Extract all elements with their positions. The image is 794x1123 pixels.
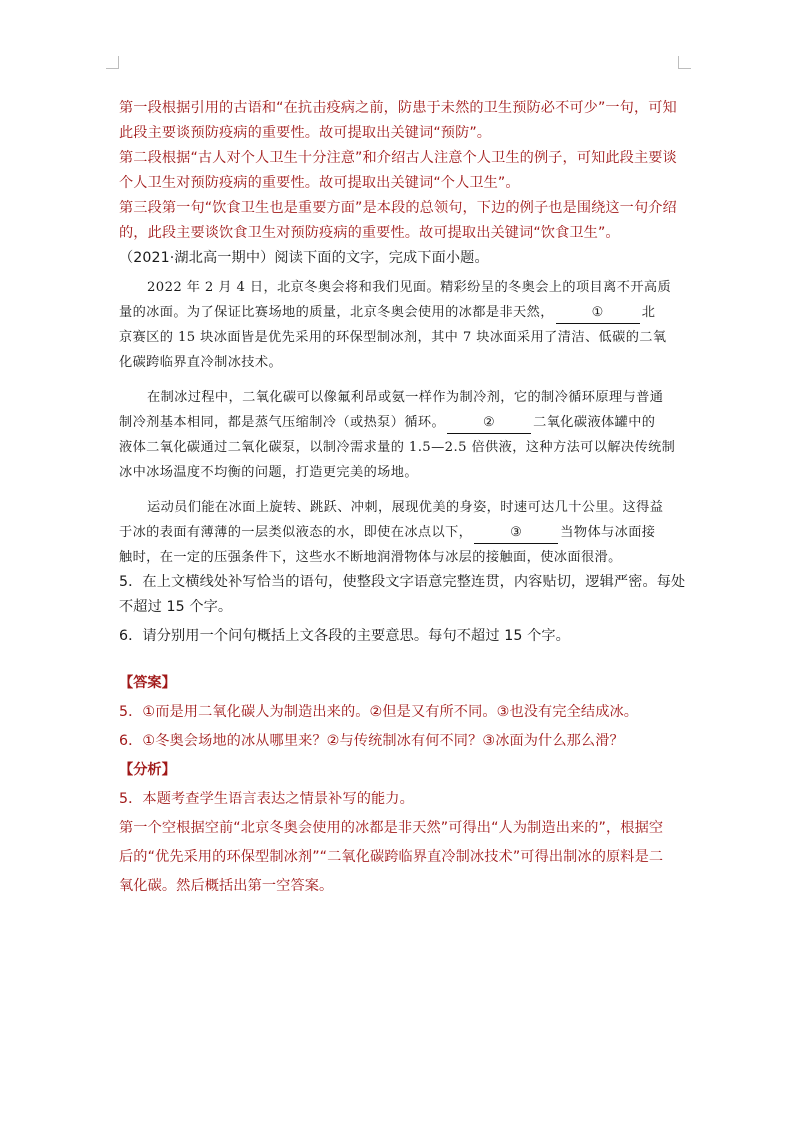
analysis-line: 氧化碳。然后概括出第一空答案。 bbox=[119, 878, 334, 894]
analysis-line: 此段主要谈预防疫病的重要性。故可提取出关键词“预防”。 bbox=[119, 125, 492, 141]
analysis-top bbox=[119, 96, 679, 246]
fill-blank-1: ① bbox=[556, 303, 640, 324]
question-5-cont: 不超过 15 个字。 bbox=[119, 599, 233, 615]
reading-passage bbox=[119, 275, 679, 570]
analysis-line: 第三段第一句“饮食卫生也是重要方面”是本段的总领句，下边的例子也是围绕这一句介绍 bbox=[119, 200, 677, 216]
passage-line: 触时，在一定的压强条件下，这些水不断地润滑物体与冰层的接触面，使冰面很滑。 bbox=[119, 550, 622, 565]
source-line: （2021·湖北高一期中）阅读下面的文字，完成下面小题。 bbox=[119, 250, 489, 266]
analysis-line: 个人卫生对预防疫病的重要性。故可提取出关键词“个人卫生”。 bbox=[119, 175, 520, 191]
passage-line: 化碳跨临界直冷制冰技术。 bbox=[119, 355, 283, 370]
passage-line: 量的冰面。为了保证比赛场地的质量，北京冬奥会使用的冰都是非天然， ① 北 bbox=[119, 300, 679, 325]
passage-line: 运动员们能在冰面上旋转、跳跃、冲刺，展现优美的身姿，时速可达几十公里。这得益 bbox=[147, 500, 664, 515]
answer-label: 【答案】 bbox=[119, 675, 176, 691]
analysis-intro: 5．本题考查学生语言表达之情景补写的能力。 bbox=[119, 791, 414, 807]
analysis-line: 的，此段主要谈饮食卫生对预防疫病的重要性。故可提取出关键词“饮食卫生”。 bbox=[119, 225, 620, 241]
passage-line: 于冰的表面有薄薄的一层类似液态的水，即使在冰点以下， ③ 当物体与冰面接 bbox=[119, 520, 679, 545]
fill-blank-2: ② bbox=[447, 413, 531, 434]
passage-line: 2022 年 2 月 4 日，北京冬奥会将和我们见面。精彩纷呈的冬奥会上的项目离不开高质 bbox=[147, 280, 672, 295]
passage-line: 在制冰过程中，二氧化碳可以像氟利昂或氨一样作为制冷剂，它的制冷循环原理与普通 bbox=[147, 390, 664, 405]
analysis-line: 后的“优先采用的环保型制冰剂”“二氧化碳跨临界直冷制冰技术”可得出制冰的原料是二 bbox=[119, 849, 664, 865]
questions bbox=[119, 570, 686, 649]
analysis-line: 第二段根据“古人对个人卫生十分注意”和介绍古人注意个人卫生的例子，可知此段主要谈 bbox=[119, 150, 677, 166]
page-content bbox=[119, 96, 686, 899]
crop-mark-top-right bbox=[678, 56, 691, 69]
question-5: 5．在上文横线处补写恰当的语句，使整段文字语意完整连贯，内容贴切，逻辑严密。每处 bbox=[119, 574, 686, 590]
passage-line: 制冷剂基本相同，都是蒸气压缩制冷（或热泵）循环。 ② 二氧化碳液体罐中的 bbox=[119, 410, 679, 435]
analysis-line: 第一个空根据空前“北京冬奥会使用的冰都是非天然”可得出“人为制造出来的”，根据空 bbox=[119, 820, 664, 836]
passage-line: 液体二氧化碳通过二氧化碳泵，以制冷需求量的 1.5—2.5 倍供液，这种方法可以解决传统制 bbox=[119, 440, 676, 455]
question-6: 6．请分别用一个问句概括上文各段的主要意思。每句不超过 15 个字。 bbox=[119, 628, 570, 644]
answer-5: 5．①而是用二氧化碳人为制造出来的。②但是又有所不同。③也没有完全结成冰。 bbox=[119, 704, 639, 720]
fill-blank-3: ③ bbox=[474, 523, 558, 544]
passage-line: 冰中冰场温度不均衡的问题，打造更完美的场地。 bbox=[119, 465, 418, 480]
analysis-line: 第一段根据引用的古语和“在抗击疫病之前，防患于未然的卫生预防必不可少”一句，可知 bbox=[119, 100, 677, 116]
analysis-label: 【分析】 bbox=[119, 762, 176, 778]
crop-mark-top-left bbox=[106, 56, 119, 69]
answer-6: 6．①冬奥会场地的冰从哪里来？②与传统制冰有何不同？③冰面为什么那么滑？ bbox=[119, 733, 624, 749]
passage-line: 京赛区的 15 块冰面皆是优先采用的环保型制冰剂，其中 7 块冰面采用了清洁、低碳的二氧 bbox=[119, 330, 667, 345]
